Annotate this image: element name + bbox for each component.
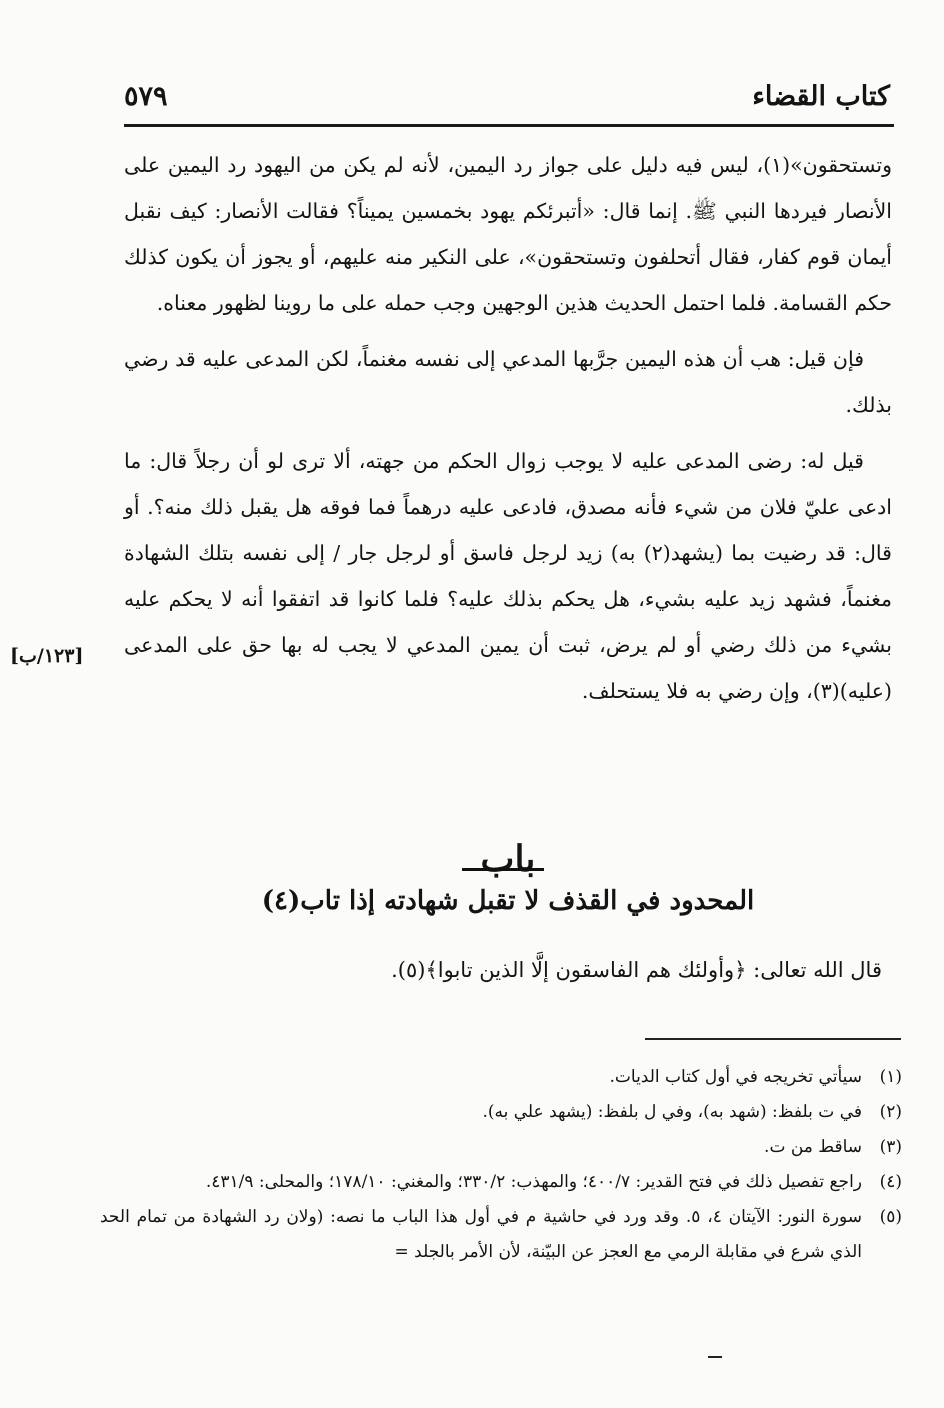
paragraph-3: قيل له: رضى المدعى عليه لا يوجب زوال الحكم من جهته، ألا ترى لو أن رجلاً قال: ما ادعى عليّ فلان من شيء فأنه مصدق، فادعى عليه درهماً فما فوقه هل يقبل ذلك منه؟. أو قال: قد رضيت بما (يشهد(٢) به) زيد لرجل فاسق أو لرجل جار / إلى نفسه بتلك الشهادة مغنماً، فشهد زيد عليه بشيء، هل يحكم بذلك عليه؟ فلما كانوا قد اتفقوا أنه لا يحكم عليه بشيء من ذلك رضي أو لم يرض، ثبت أن يمين المدعي لا يجب له بها حق على المدعى (عليه)(٣)، وإن رضي به فلا يستحلف.: [124, 449, 892, 703]
manuscript-folio-note: [١٢٣/ب]: [10, 645, 84, 667]
footnote-number: (٥): [879, 1207, 902, 1227]
chapter-title: المحدود في القذف لا تقبل شهادته إذا تاب(٤): [261, 886, 755, 916]
footnote-text: ساقط من ت.: [764, 1137, 862, 1157]
footnote-separator: [645, 1038, 901, 1040]
footnote: [100, 1060, 902, 1095]
footnote-text: سورة النور: الآيتان ٤، ٥. وقد ورد في حاشية م في أول هذا الباب ما نصه: (ولان رد الشهادة من تمام الحد الذي شرع في مقابلة الرمي مع العجز عن البيّنة، لأن الأمر بالجلد =: [100, 1207, 863, 1262]
footnote-end-mark: [708, 1356, 722, 1358]
footnote-text: سيأتي تخريجه في أول كتاب الديات.: [609, 1067, 862, 1087]
running-title: كتاب القضاء: [752, 80, 890, 112]
footnote-number: (١): [879, 1067, 902, 1087]
footnote: [100, 1165, 902, 1200]
header-rule: [124, 124, 894, 127]
footnote: [100, 1095, 902, 1130]
main-text: [124, 142, 892, 714]
footnote: [100, 1130, 902, 1165]
footnotes: [100, 1060, 902, 1270]
footnote-text: في ت بلفظ: (شهد به)، وفي ل بلفظ: (يشهد علي به).: [482, 1102, 862, 1122]
footnote-number: (٢): [879, 1102, 902, 1122]
page-number: ٥٧٩: [124, 80, 168, 112]
footnote-number: (٣): [879, 1137, 902, 1157]
footnote-number: (٤): [879, 1172, 902, 1192]
paragraph-1: وتستحقون»(١)، ليس فيه دليل على جواز رد اليمين، لأنه لم يكن من اليهود رد اليمين على الأنصار فيردها النبي ﷺ. إنما قال: «أتبرئكم يهود بخمسين يميناً؟ فقالت الأنصار: كيف نقبل أيمان قوم كفار، فقال أتحلفون وتستحقون»، على النكير منه عليهم، أو يجوز أن يكون كذلك حكم القسامة. فلما احتمل الحديث هذين الوجهين وجب حمله على ما روينا لظهور معناه.: [124, 153, 892, 315]
paragraph-2: فإن قيل: هب أن هذه اليمين جرَّبها المدعي إلى نفسه مغنماً، لكن المدعى عليه قد رضي بذلك.: [124, 347, 892, 417]
chapter-underline: [462, 868, 544, 871]
quran-citation: قال الله تعالى: ﴿وأولئك هم الفاسقون إلَّا الذين تابوا﴾(٥).: [391, 958, 882, 982]
footnote: [100, 1200, 902, 1270]
page-header: [124, 70, 890, 122]
chapter-label: باب: [480, 838, 536, 880]
footnote-text: راجع تفصيل ذلك في فتح القدير: ٤٠٠/٧؛ والمهذب: ٣٣٠/٢؛ والمغني: ١٧٨/١٠؛ والمحلى: ٤٣١/٩.: [205, 1172, 862, 1192]
